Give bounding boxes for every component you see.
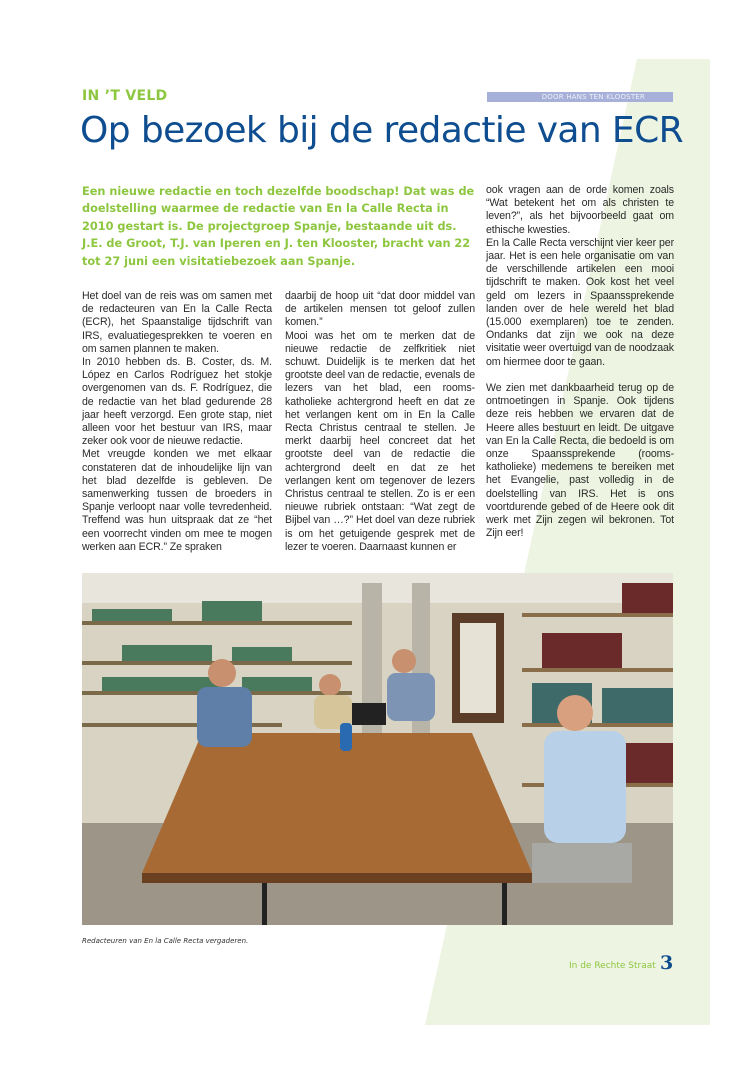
magazine-name: In de Rechte Straat bbox=[569, 961, 656, 971]
column-2 bbox=[285, 290, 475, 554]
paragraph: Het doel van de reis was om samen met de redacteuren van En la Calle Recta (ECR), het Spaanstalige tijdschrift van IRS, evaluatiegesprekken te voeren en om samen plannen te maken. bbox=[82, 290, 272, 355]
article-intro: Een nieuwe redactie en toch dezelfde boodschap! Dat was de doelstelling waarmee de redactie van En la Calle Recta in 2010 gestart is. De projectgroep Spanje, bestaande uit ds. J.E. de Groot, T.J. van Iperen en J. ten Klooster, bracht van 22 tot 27 juni een visitatiebezoek aan Spanje. bbox=[82, 185, 475, 268]
paragraph: ook vragen aan de orde komen zoals “Wat betekent het om als christen te leven?”, als het bijvoorbeeld gaat om ethische kwesties. bbox=[486, 184, 674, 236]
paragraph: daarbij de hoop uit “dat door middel van de artikelen mensen tot geloof zullen komen.” bbox=[285, 290, 475, 329]
paragraph: Mooi was het om te merken dat de nieuwe redactie de zelfkritiek niet schuwt. Duidelijk is te merken dat het grootste deel van de redactie, evenals de lezers van het blad, een rooms-katholieke achtergrond heeft en dat ze het verlangen kent om in En la Calle Recta Christus centraal te stellen. Je merkt daarbij heel concreet dat het grootste deel van de redactie die achtergrond deelt en dat ze het verlangen kent om tegenover de lezers Christus centraal te stellen. Zo is er een nieuwe rubriek ontstaan: “Wat zegt de Bijbel van …?” Het doel van deze rubriek is om het getuigende gesprek met de lezer te voeren. Daarnaast kunnen er bbox=[285, 329, 475, 553]
photo-caption: Redacteuren van En la Calle Recta vergaderen. bbox=[82, 937, 249, 945]
section-label: IN ’T VELD bbox=[82, 88, 168, 104]
byline: DOOR HANS TEN KLOOSTER bbox=[487, 92, 673, 102]
column-1 bbox=[82, 290, 272, 554]
paragraph: Met vreugde konden we met elkaar constateren dat de inhoudelijke lijn van het blad dezelfde is gebleven. De samenwerking tussen de broeders in Spanje verloopt naar volle tevredenheid. Treffend was hun uitspraak dat ze “het een voorrecht vinden om mee te mogen werken aan ECR.” Ze spraken bbox=[82, 448, 272, 553]
article-title: Op bezoek bij de redactie van ECR bbox=[80, 110, 684, 151]
column-3 bbox=[486, 184, 674, 540]
paragraph: We zien met dankbaarheid terug op de ontmoetingen in Spanje. Ook tijdens deze reis hebben we ervaren dat de Heere alles bestuurt en leidt. De uitgave van En la Calle Recta, die bedoeld is om onze Spaanssprekende (rooms-katholieke) medemens te bereiken met het Evangelie, past volledig in de doelstelling van IRS. Het is ons voortdurende gebed of de Heere ook dit werk met Zijn zegen wil bekronen. Tot Zijn eer! bbox=[486, 382, 674, 540]
page-number: 3 bbox=[660, 952, 674, 974]
meeting-photo bbox=[82, 573, 673, 925]
paragraph: En la Calle Recta verschijnt vier keer per jaar. Het is een hele organisatie om van de verschillende artikelen een mooi tijdschrift te maken. Ook kost het veel geld om lezers in Spaanssprekende landen over de hele wereld het blad (15.000 exemplaren) toe te zenden. Ondanks dat zijn we ook na deze visitatie weer overtuigd van de noodzaak om hiermee door te gaan. bbox=[486, 236, 674, 368]
paragraph: In 2010 hebben ds. B. Coster, ds. M. López en Carlos Rodríguez het stokje overgenomen van ds. F. Rodríguez, die de redactie van het blad gedurende 28 jaar heeft verzorgd. Een grote stap, niet alleen voor het bestuur van IRS, maar zeker ook voor de nieuwe redactie. bbox=[82, 356, 272, 448]
